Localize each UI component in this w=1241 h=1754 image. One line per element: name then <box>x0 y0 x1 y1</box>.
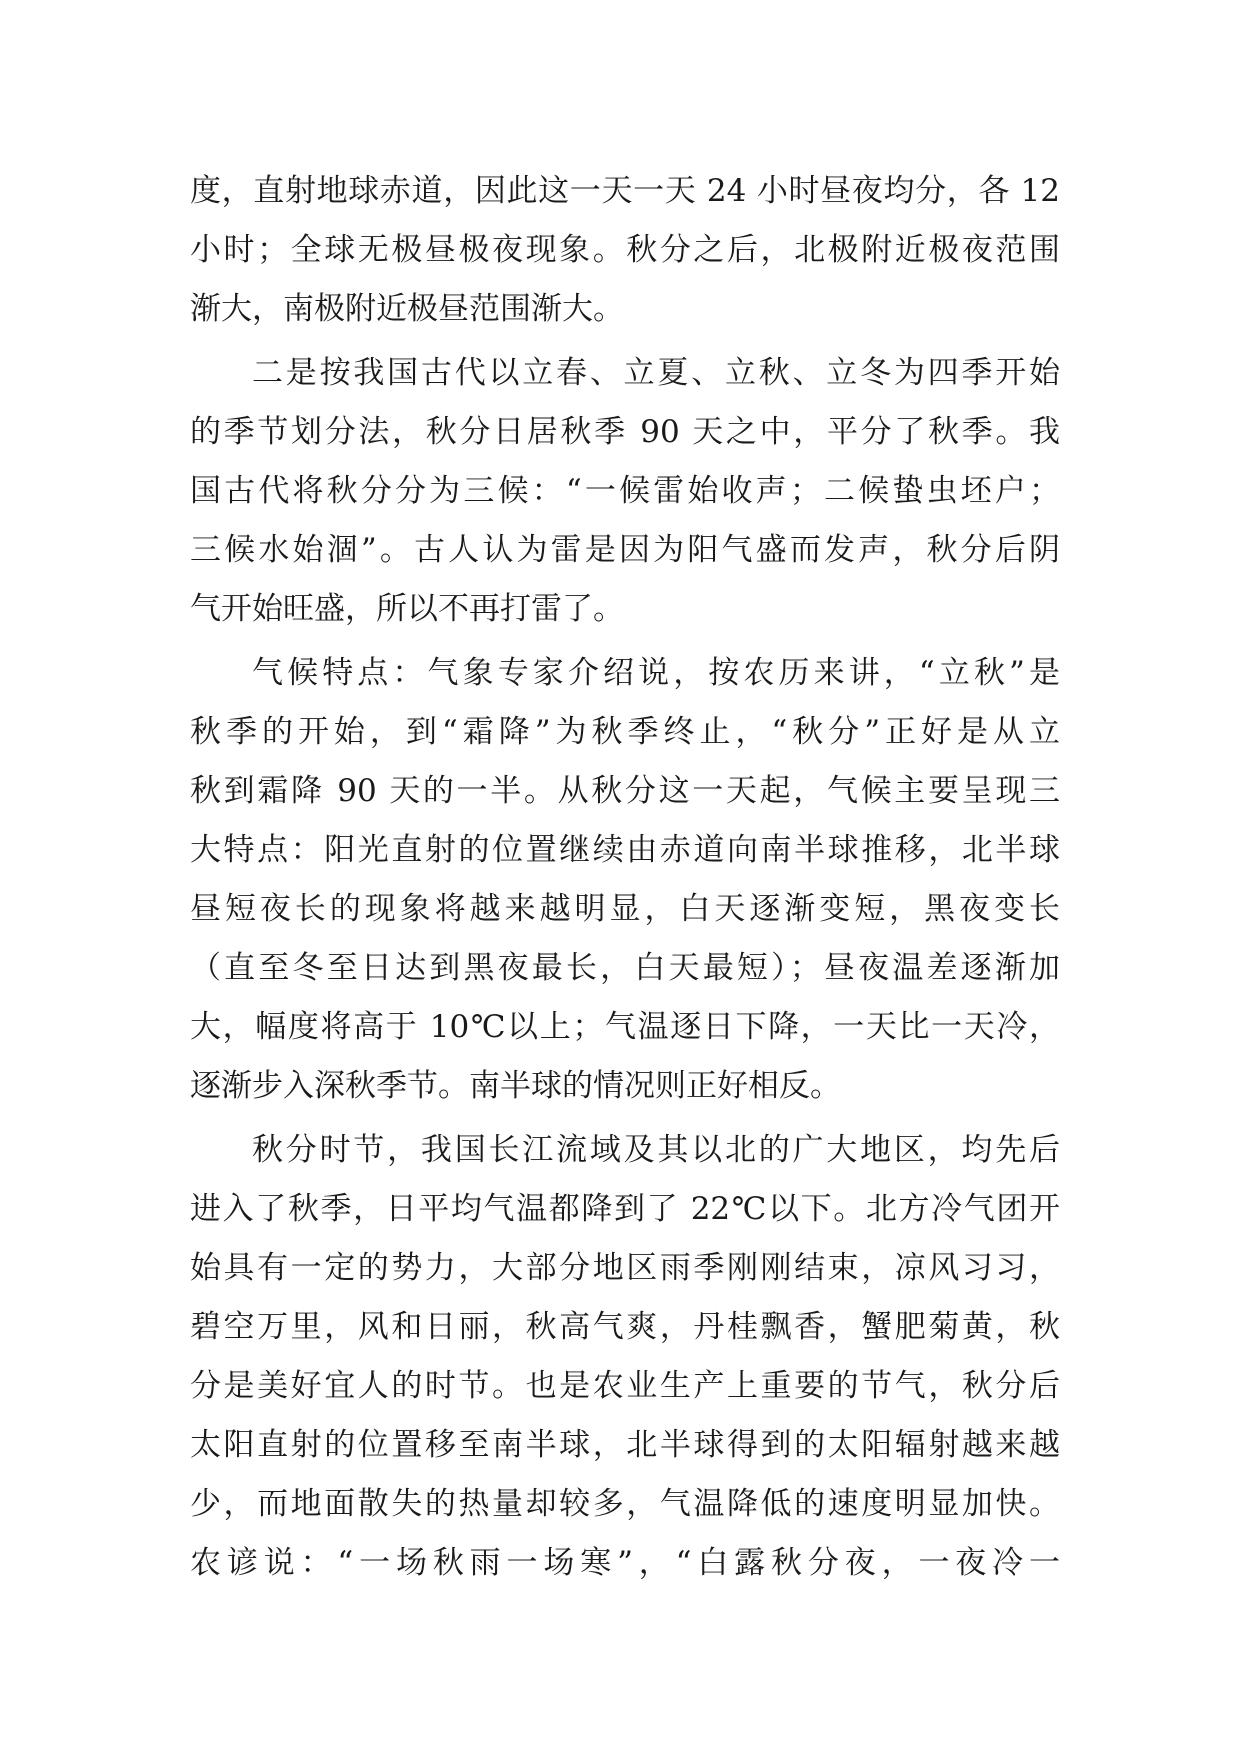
text-line: 秋到霜降 90 天的一半。从秋分这一天起，气候主要呈现三 <box>190 773 1060 809</box>
paragraph-2 <box>190 344 1060 639</box>
text-line: 小时；全球无极昼极夜现象。秋分之后，北极附近极夜范围 <box>190 232 1060 268</box>
text-line: 国古代将秋分分为三候：“一候雷始收声；二候蛰虫坯户； <box>190 473 1060 509</box>
text-line: 分是美好宜人的时节。也是农业生产上重要的节气，秋分后 <box>190 1368 1060 1404</box>
text-line: 二是按我国古代以立春、立夏、立秋、立冬为四季开始 <box>252 355 1060 391</box>
text-line: 农谚说：“一场秋雨一场寒”，“白露秋分夜，一夜冷一 <box>190 1545 1060 1581</box>
text-line: 三候水始涸”。古人认为雷是因为阳气盛而发声，秋分后阴 <box>190 532 1060 568</box>
text-line: 度，直射地球赤道，因此这一天一天 24 小时昼夜均分，各 12 <box>190 173 1060 209</box>
text-line: 渐大，南极附近极昼范围渐大。 <box>190 291 624 327</box>
text-line: 逐渐步入深秋季节。南半球的情况则正好相反。 <box>190 1068 841 1104</box>
text-line: 始具有一定的势力，大部分地区雨季刚刚结束，凉风习习， <box>190 1250 1060 1286</box>
text-line: 气候特点：气象专家介绍说，按农历来讲，“立秋”是 <box>252 655 1060 691</box>
text-line: 进入了秋季，日平均气温都降到了 22℃以下。北方冷气团开 <box>190 1191 1060 1227</box>
paragraph-4 <box>190 1121 1060 1593</box>
paragraph-3 <box>190 644 1060 1116</box>
text-line: 碧空万里，风和日丽，秋高气爽，丹桂飘香，蟹肥菊黄，秋 <box>190 1309 1060 1345</box>
paragraph-1 <box>190 162 1060 339</box>
text-line: 气开始旺盛，所以不再打雷了。 <box>190 591 624 627</box>
text-line: 大，幅度将高于 10℃以上；气温逐日下降，一天比一天冷， <box>190 1009 1060 1045</box>
text-line: 少，而地面散失的热量却较多，气温降低的速度明显加快。 <box>190 1486 1060 1522</box>
text-line: 大特点：阳光直射的位置继续由赤道向南半球推移，北半球 <box>190 832 1060 868</box>
text-line: （直至冬至日达到黑夜最长，白天最短）；昼夜温差逐渐加 <box>190 950 1060 986</box>
text-line: 太阳直射的位置移至南半球，北半球得到的太阳辐射越来越 <box>190 1427 1060 1463</box>
document-body <box>190 162 1060 1598</box>
text-line: 昼短夜长的现象将越来越明显，白天逐渐变短，黑夜变长 <box>190 891 1060 927</box>
text-line: 的季节划分法，秋分日居秋季 90 天之中，平分了秋季。我 <box>190 414 1060 450</box>
text-line: 秋季的开始，到“霜降”为秋季终止，“秋分”正好是从立 <box>190 714 1060 750</box>
text-line: 秋分时节，我国长江流域及其以北的广大地区，均先后 <box>252 1132 1060 1168</box>
